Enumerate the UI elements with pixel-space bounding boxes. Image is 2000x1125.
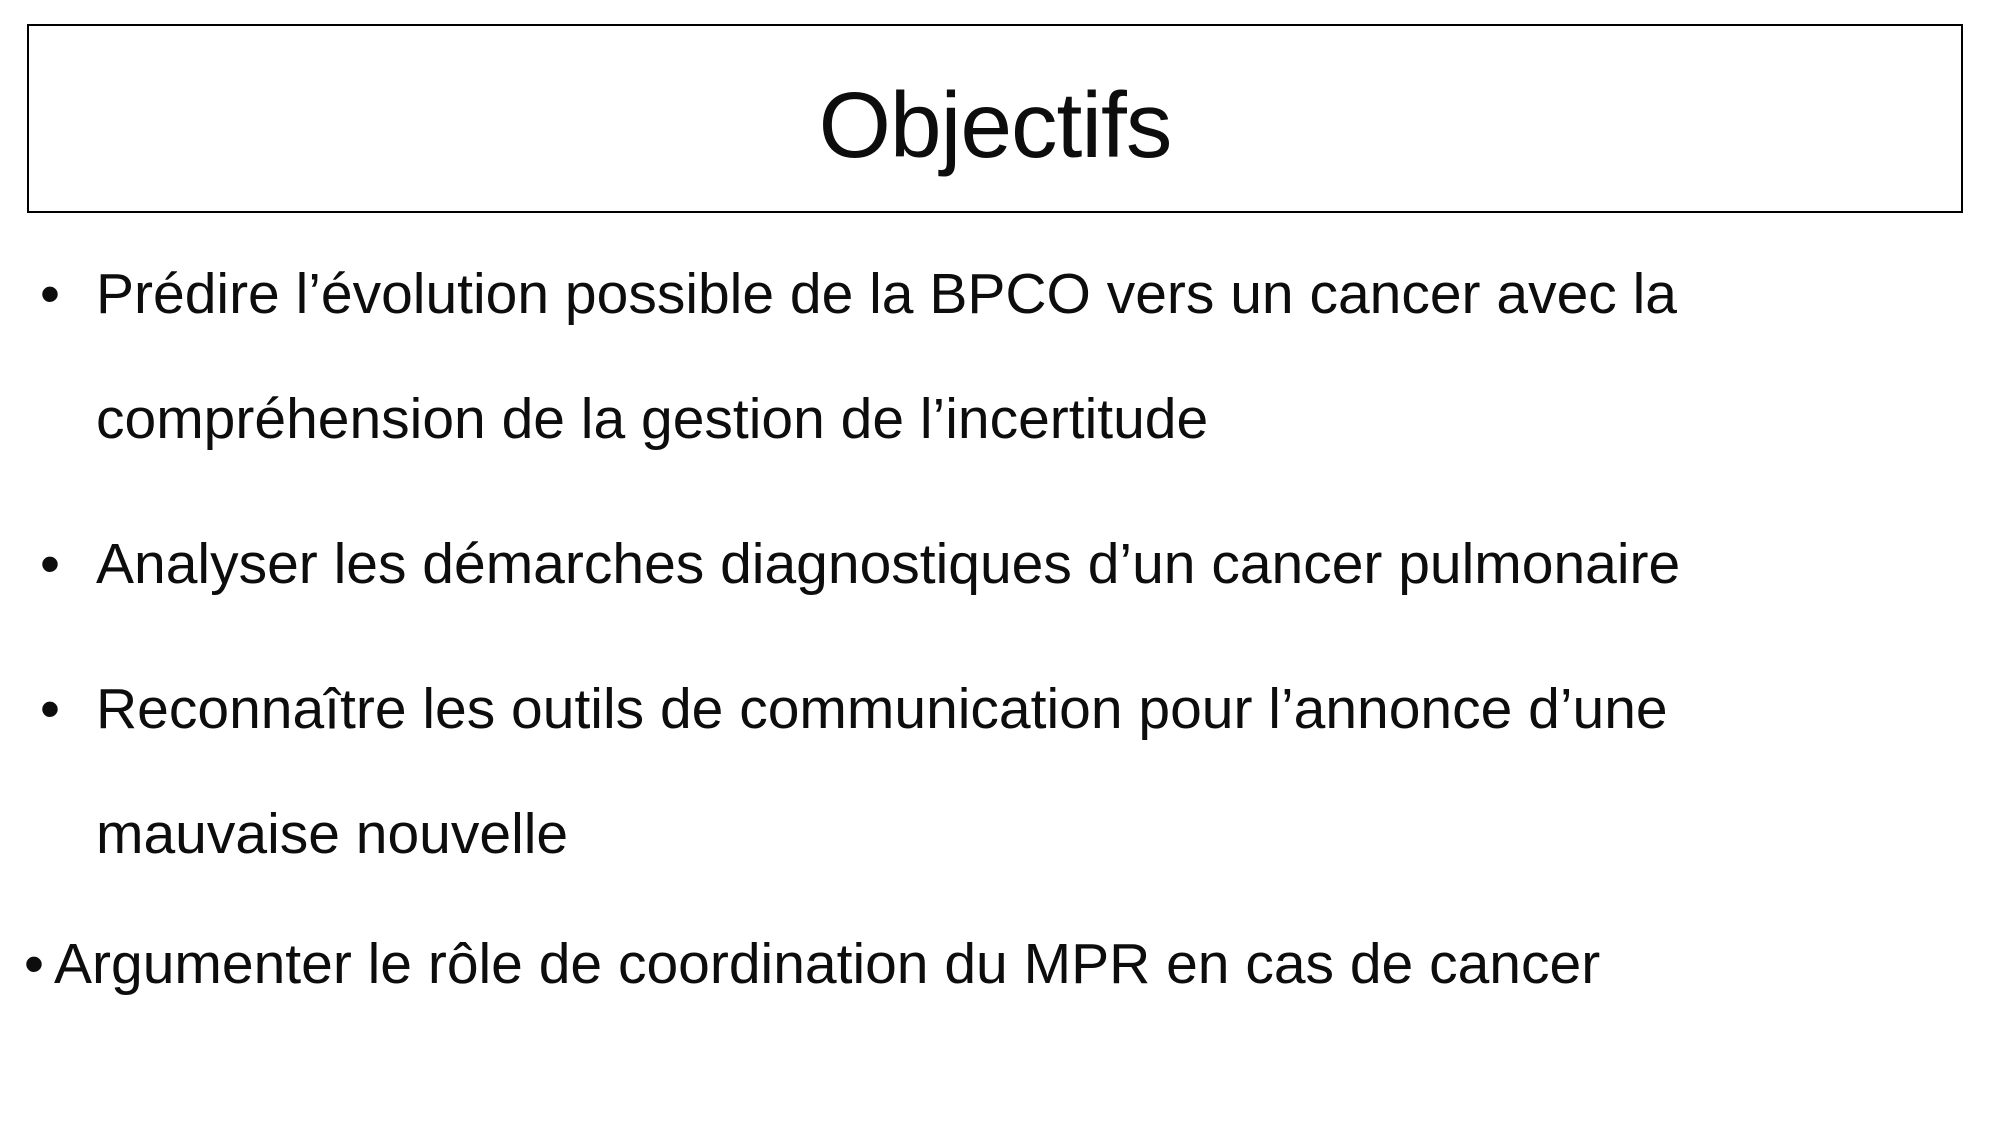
bullet-text — [96, 232, 1677, 482]
list-item — [0, 232, 2000, 482]
bullet-text-line: Analyser les démarches diagnostiques d’un cancer pulmonaire — [96, 532, 1681, 596]
bullet-icon: • — [40, 532, 60, 596]
bullet-text-line: Reconnaître les outils de communication pour l’annonce d’une — [96, 677, 1668, 741]
bullet-list — [0, 232, 2000, 1047]
bullet-text — [96, 502, 1680, 627]
bullet-text — [96, 647, 1668, 897]
slide-title-box — [27, 24, 1963, 213]
bullet-icon: • — [40, 677, 60, 741]
bullet-text-line: Argumenter le rôle de coordination du MPR en cas de cancer — [54, 932, 1601, 996]
bullet-icon: • — [40, 262, 60, 326]
slide-title: Objectifs — [818, 73, 1172, 177]
list-item — [0, 647, 2000, 897]
bullet-text-line: compréhension de la gestion de l’incertitude — [96, 387, 1209, 451]
bullet-text-line: Prédire l’évolution possible de la BPCO vers un cancer avec la — [96, 262, 1677, 326]
bullet-icon: • — [24, 932, 44, 996]
list-item — [0, 902, 2000, 1027]
bullet-text-line: mauvaise nouvelle — [96, 802, 569, 866]
bullet-text — [54, 902, 1600, 1027]
list-item — [0, 502, 2000, 627]
